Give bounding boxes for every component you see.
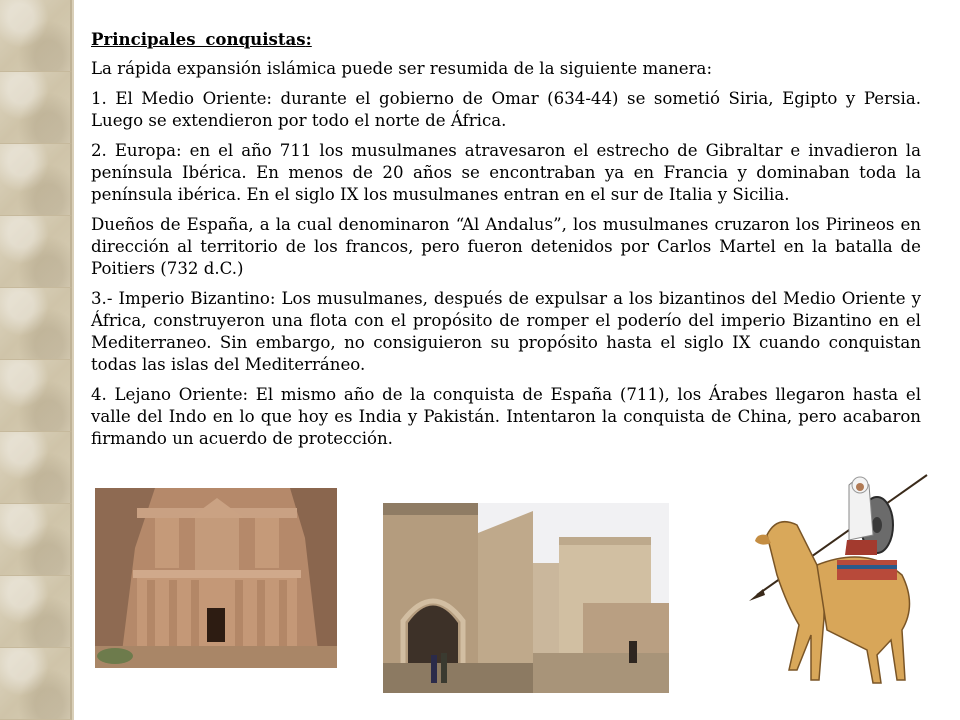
decorative-left-strip xyxy=(0,0,74,720)
strip-tile xyxy=(0,576,72,648)
strip-tile xyxy=(0,648,72,720)
strip-tile xyxy=(0,72,72,144)
paragraph-al-andalus: Dueños de España, a la cual denominaron “Al Andalus”, los musulmanes cruzaron los Pirineos en dirección al territorio de los francos, pero fueron detenidos por Carlos Martel en la batalla de Poitiers (732 d.C.) xyxy=(91,215,921,278)
petra-treasury-photo xyxy=(95,488,337,668)
strip-tile xyxy=(0,216,72,288)
slide-title xyxy=(91,28,921,50)
paragraph-medio-oriente: 1. El Medio Oriente: durante el gobierno de Omar (634-44) se sometió Siria, Egipto y Persia. Luego se extendieron por todo el norte de África. xyxy=(91,89,921,130)
strip-tile xyxy=(0,432,72,504)
paragraph-lejano-oriente: 4. Lejano Oriente: El mismo año de la conquista de España (711), los Árabes llegaron hasta el valle del Indo en lo que hoy es India y Pakistán. Intentaron la conquista de China, pero acabaron firmando un acuerdo de protección. xyxy=(91,385,921,448)
slide-text xyxy=(91,28,921,458)
paragraph-imperio-bizantino: 3.- Imperio Bizantino: Los musulmanes, después de expulsar a los bizantinos del Medio Oriente y África, construyeron una flota con el propósito de romper el poderío del imperio Bizantino en el Mediterraneo. Sin embargo, no consiguieron su propósito hasta el siglo IX cuando conquistan todas las islas del Mediterráneo. xyxy=(91,289,921,374)
strip-tile xyxy=(0,144,72,216)
intro-paragraph: La rápida expansión islámica puede ser resumida de la siguiente manera: xyxy=(91,59,713,78)
strip-tile xyxy=(0,288,72,360)
slide-title-text: Principales conquistas xyxy=(91,29,306,49)
slide-title-colon: : xyxy=(305,29,312,49)
strip-tile xyxy=(0,504,72,576)
paragraph-europa: 2. Europa: en el año 711 los musulmanes atravesaron el estrecho de Gibraltar e invadieron la península Ibérica. En menos de 20 años se encontraban ya en Francia y dominaban toda la península ibérica. En el siglo IX los musulmanes entran en el sur de Italia y Sicilia. xyxy=(91,141,921,204)
strip-tile xyxy=(0,0,72,72)
camel-rider-illustration xyxy=(727,455,941,695)
strip-tile xyxy=(0,360,72,432)
citadel-photo xyxy=(383,503,669,693)
